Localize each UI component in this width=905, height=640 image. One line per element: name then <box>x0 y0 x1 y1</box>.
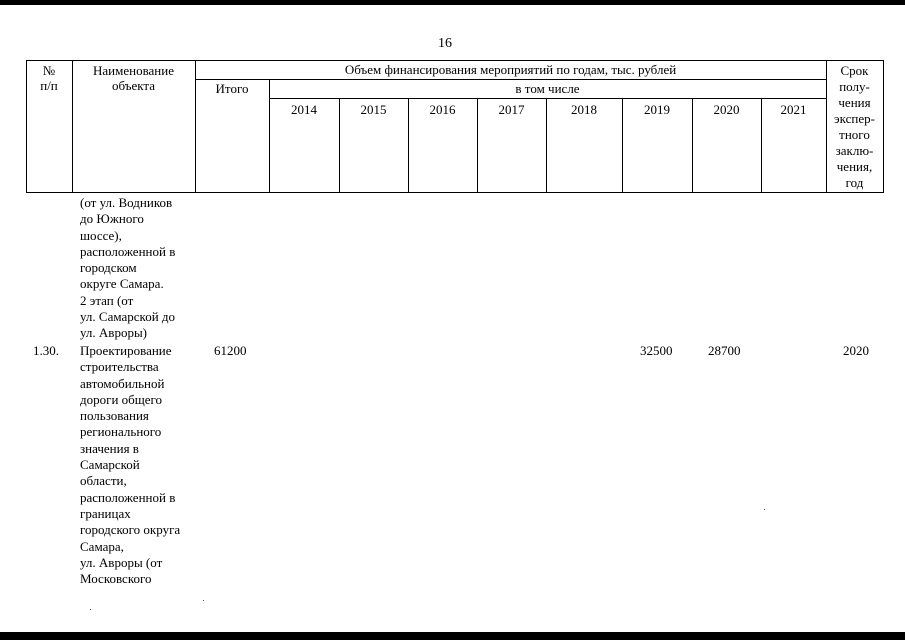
header-year: 2021 <box>780 102 807 117</box>
name-col-line <box>195 60 196 193</box>
header-year: 2014 <box>291 102 317 117</box>
page-bottom-border <box>0 632 905 640</box>
row-2020: 28700 <box>708 343 741 358</box>
header-including: в том числе <box>515 81 580 96</box>
page-top-border <box>0 0 905 5</box>
scan-speck <box>203 600 204 601</box>
header-year: 2015 <box>360 102 387 117</box>
header-num: № п/п <box>40 63 58 93</box>
row-deadline: 2020 <box>843 343 869 358</box>
header-year: 2019 <box>644 102 670 117</box>
header-year: 2017 <box>498 102 525 117</box>
row-total: 61200 <box>214 343 247 358</box>
continued-object-name: (от ул. Водников до Южного шоссе), расположенной в городском округе Самара. 2 этап (от ул. Самарской до ул. Авроры) <box>80 195 176 341</box>
table-right-line <box>883 60 884 193</box>
header-year: 2016 <box>429 102 456 117</box>
header-year: 2018 <box>571 102 597 117</box>
header-total: Итого <box>215 81 249 96</box>
scan-speck <box>90 609 91 610</box>
header-name: Наименование объекта <box>93 63 174 93</box>
row-2019: 32500 <box>640 343 673 358</box>
header-deadline: Срок полу- чения экспер- тного заклю- чения, год <box>834 63 875 190</box>
header-bottom-line <box>26 192 883 193</box>
header-funding-group: Объем финансирования мероприятий по годам, тыс. рублей <box>344 62 677 77</box>
row-number: 1.30. <box>33 343 59 358</box>
row-object-name: Проектирование строительства автомобильной дороги общего пользования регионального значения в Самарской области, расположенной в границах городского округа Самара, ул. Авроры (от Московского <box>80 343 181 587</box>
including-header-line <box>269 98 826 99</box>
funding-header-line <box>195 79 826 80</box>
scan-speck <box>764 509 765 510</box>
page-number: 16 <box>438 36 452 51</box>
table-top-line <box>26 60 883 61</box>
header-year: 2020 <box>713 102 740 117</box>
total-col-line <box>269 79 270 193</box>
